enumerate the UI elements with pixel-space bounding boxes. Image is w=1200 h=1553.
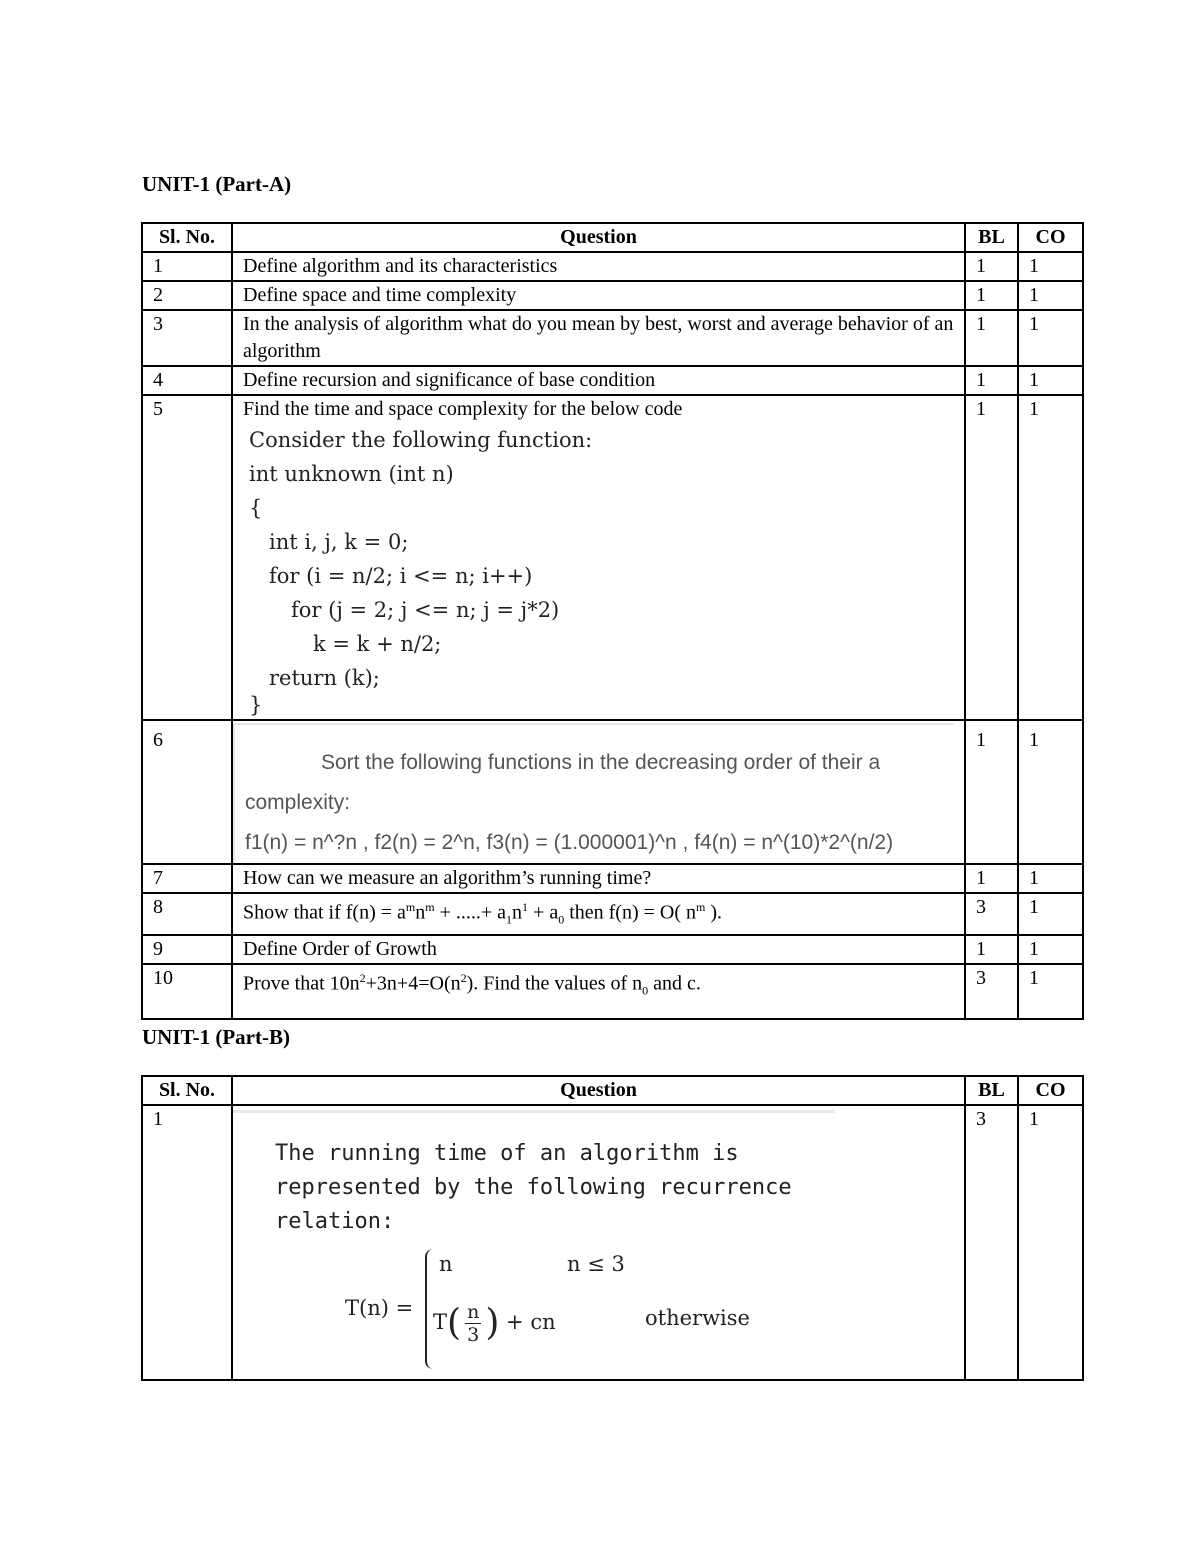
table-row [142, 1105, 1083, 1380]
cell-bl: 3 [965, 1105, 1018, 1380]
cell-sl: 9 [142, 935, 232, 964]
cell-sl: 8 [142, 893, 232, 935]
question-text: Find the time and space complexity for the below code [243, 398, 683, 420]
part-b-heading: UNIT-1 (Part-B) [142, 1025, 290, 1049]
case-2-value [433, 1301, 556, 1346]
cell-bl: 1 [965, 935, 1018, 964]
code-line: k = k + n/2; [313, 632, 442, 656]
table-row [142, 864, 1083, 893]
cell-question: How can we measure an algorithm’s running time? [232, 864, 965, 893]
superscript: m [696, 900, 706, 914]
header-bl: BL [965, 1076, 1018, 1105]
text-part: Show that if f(n) = a [243, 901, 406, 924]
open-paren: ( [447, 1302, 462, 1344]
code-line: Consider the following function: [249, 428, 593, 452]
cell-question: Define recursion and significance of base condition [232, 366, 965, 395]
cell-co: 1 [1018, 366, 1083, 395]
cell-bl: 1 [965, 720, 1018, 864]
cell-question [232, 1105, 965, 1380]
cell-sl: 6 [142, 720, 232, 864]
code-line: int unknown (int n) [249, 462, 454, 486]
code-line: return (k); [269, 666, 380, 690]
cell-question [232, 964, 965, 1019]
table-row [142, 720, 1083, 864]
cell-bl: 1 [965, 281, 1018, 310]
question-line: relation: [275, 1209, 395, 1234]
text-part: ). Find the values of n [466, 972, 643, 995]
cell-sl: 5 [142, 395, 232, 720]
case-1-condition: n ≤ 3 [567, 1252, 625, 1276]
code-line: for (j = 2; j <= n; j = j*2) [291, 598, 560, 622]
case-2-prefix: T [433, 1310, 448, 1334]
superscript: 2 [359, 970, 366, 985]
subscript: 1 [506, 912, 513, 927]
recurrence-lhs: T(n) = [345, 1296, 414, 1320]
text-part: Prove that 10n [243, 972, 360, 995]
denominator: 3 [467, 1324, 480, 1346]
part-a-heading: UNIT-1 (Part-A) [142, 172, 292, 196]
text-part: n [512, 901, 523, 924]
question-line: The running time of an algorithm is [275, 1141, 739, 1166]
cell-sl: 3 [142, 310, 232, 366]
part-a-table [141, 222, 1084, 1020]
cell-question: Define space and time complexity [232, 281, 965, 310]
cell-bl: 1 [965, 366, 1018, 395]
cell-question: In the analysis of algorithm what do you mean by best, worst and average behavior of an algorithm [232, 310, 965, 366]
question-screenshot-image [233, 723, 954, 863]
cell-co: 1 [1018, 1105, 1083, 1380]
header-sl-no: Sl. No. [142, 1076, 232, 1105]
superscript: m [405, 900, 416, 914]
case-1-value: n [439, 1252, 453, 1276]
cell-bl: 1 [965, 310, 1018, 366]
table-row [142, 366, 1083, 395]
cell-co: 1 [1018, 310, 1083, 366]
cell-question: Define algorithm and its characteristics [232, 252, 965, 281]
text-part: n [415, 901, 426, 924]
table-header-row [142, 223, 1083, 252]
recurrence-relation [275, 1239, 835, 1379]
header-sl-no: Sl. No. [142, 223, 232, 252]
subscript: 0 [642, 983, 649, 998]
superscript: m [425, 900, 435, 914]
cell-co: 1 [1018, 893, 1083, 935]
table-row [142, 395, 1083, 720]
table-row [142, 964, 1083, 1019]
fraction [465, 1301, 481, 1346]
cell-question: Define Order of Growth [232, 935, 965, 964]
cell-co: 1 [1018, 720, 1083, 864]
cell-co: 1 [1018, 864, 1083, 893]
question-line: f1(n) = n^?n , f2(n) = 2^n, f3(n) = (1.000001)^n , f4(n) = n^(10)*2^(n/2) [245, 831, 894, 854]
table-row [142, 281, 1083, 310]
table-row [142, 252, 1083, 281]
subscript: 0 [558, 912, 565, 927]
header-co: CO [1018, 1076, 1083, 1105]
question-line: represented by the following recurrence [275, 1175, 792, 1200]
code-line: { [249, 496, 263, 520]
cell-co: 1 [1018, 964, 1083, 1019]
cell-sl: 2 [142, 281, 232, 310]
table-row [142, 310, 1083, 366]
cell-bl: 3 [965, 893, 1018, 935]
cell-bl: 1 [965, 395, 1018, 720]
cell-co: 1 [1018, 395, 1083, 720]
numerator: n [467, 1301, 480, 1323]
cell-question [232, 893, 965, 935]
code-snippet-image [243, 423, 954, 715]
code-line: for (i = n/2; i <= n; i++) [269, 564, 533, 588]
question-line: Sort the following functions in the decreasing order of their a [321, 751, 881, 774]
case-2-condition: otherwise [645, 1306, 750, 1330]
text-part: + a [528, 901, 559, 924]
cell-sl: 7 [142, 864, 232, 893]
superscript: 1 [522, 900, 529, 914]
cell-bl: 1 [965, 864, 1018, 893]
table-row [142, 893, 1083, 935]
cell-co: 1 [1018, 935, 1083, 964]
text-part: and c. [648, 972, 701, 995]
table-row [142, 935, 1083, 964]
code-line: int i, j, k = 0; [269, 530, 409, 554]
header-co: CO [1018, 223, 1083, 252]
case-2-suffix: + cn [506, 1310, 556, 1334]
cell-co: 1 [1018, 252, 1083, 281]
text-part: +3n+4=O(n [365, 972, 461, 995]
cell-sl: 4 [142, 366, 232, 395]
text-part: ). [705, 901, 723, 924]
cell-sl: 10 [142, 964, 232, 1019]
header-bl: BL [965, 223, 1018, 252]
part-b-table [141, 1075, 1084, 1381]
cell-bl: 1 [965, 252, 1018, 281]
recurrence-image [231, 1110, 835, 1379]
cell-co: 1 [1018, 281, 1083, 310]
cell-question [232, 720, 965, 864]
header-question: Question [232, 1076, 965, 1105]
header-question: Question [232, 223, 965, 252]
code-line: } [249, 693, 263, 717]
table-header-row [142, 1076, 1083, 1105]
cell-sl: 1 [142, 252, 232, 281]
question-line: complexity: [245, 791, 351, 814]
close-paren: ) [485, 1302, 500, 1344]
cell-question [232, 395, 965, 720]
cell-bl: 3 [965, 964, 1018, 1019]
cell-sl: 1 [142, 1105, 232, 1380]
text-part: then f(n) = O( n [564, 901, 696, 924]
text-part: + .....+ a [434, 901, 507, 924]
superscript: 2 [460, 970, 467, 985]
